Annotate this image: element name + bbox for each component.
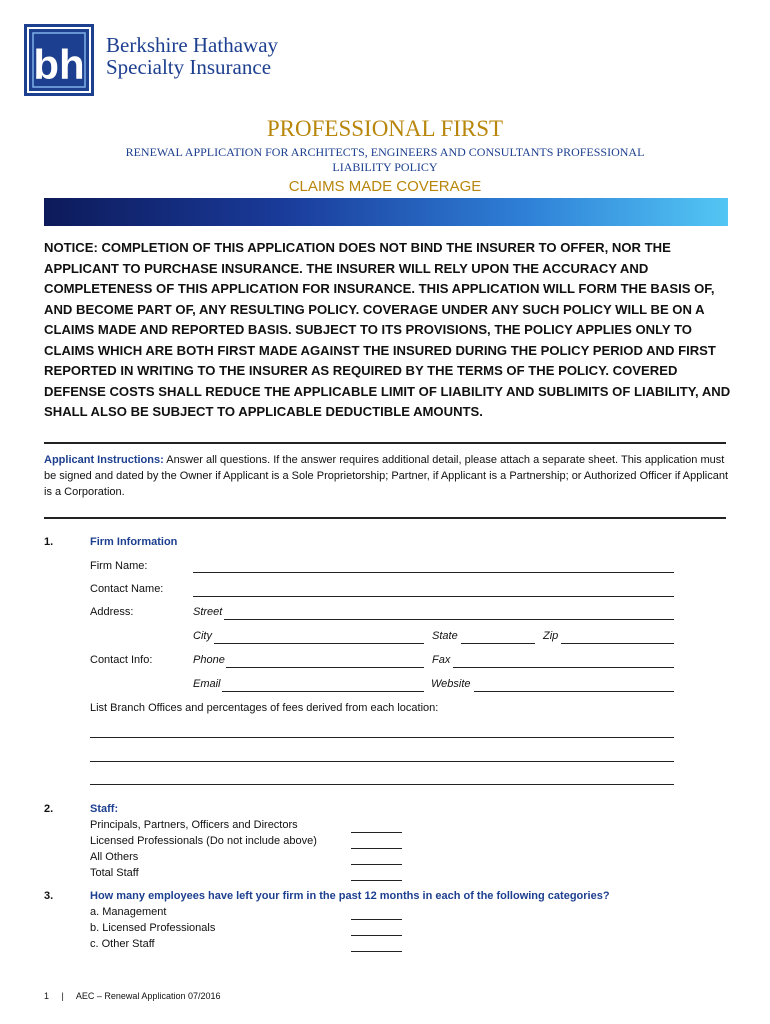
company-name-line2: Specialty Insurance	[106, 55, 272, 79]
fax-field[interactable]	[453, 667, 674, 668]
section-3-number: 3.	[44, 890, 54, 902]
state-field[interactable]	[461, 643, 535, 644]
document-subtitle: RENEWAL APPLICATION FOR ARCHITECTS, ENGINEERS AND CONSULTANTS PROFESSIONAL LIABILITY POLICY	[125, 145, 645, 174]
address-label: Address:	[90, 606, 134, 618]
notice-text: NOTICE: COMPLETION OF THIS APPLICATION DOES NOT BIND THE INSURER TO OFFER, NOR THE APPLICANT TO PURCHASE INSURANCE. THE INSURER WILL RELY UPON THE ACCURACY AND COMPLETENESS OF THIS APPLICATION FOR INSURANCE. THIS APPLICATION WILL FORM THE BASIS OF, AND BECOME PART OF, ANY RESULTING POLICY. COVERAGE UNDER ANY SUCH POLICY WILL BE ON A CLAIMS MADE AND REPORTED BASIS. SUBJECT TO ITS PROVISIONS, THE POLICY APPLIES ONLY TO CLAIMS WHICH ARE BOTH FIRST MADE AGAINST THE INSURED DURING THE POLICY PERIOD AND FIRST REPORTED IN WRITING TO THE INSURER AS REQUIRED BY THE TERMS OF THE POLICY. COVERED DEFENSE COSTS SHALL REDUCE THE APPLICABLE LIMIT OF LIABILITY AND SUBLIMITS OF LIABILITY, AND SHALL ALSO BE SUBJECT TO APPLICABLE DEDUCTIBLE AMOUNTS.	[44, 240, 731, 419]
divider-top	[44, 442, 726, 444]
street-label: Street	[193, 606, 223, 618]
footer-document-id: AEC – Renewal Application 07/2016	[75, 991, 221, 1001]
section-1-number: 1.	[44, 536, 54, 548]
phone-field[interactable]	[226, 667, 424, 668]
branch-offices-line-2[interactable]	[90, 761, 674, 762]
left-licensed-field[interactable]	[351, 935, 402, 936]
company-name	[106, 34, 278, 78]
company-name-line1: Berkshire Hathaway	[106, 33, 279, 57]
staff-licensed-label: Licensed Professionals (Do not include above)	[90, 835, 317, 847]
left-other-label: c. Other Staff	[90, 938, 155, 950]
instructions-text: Answer all questions. If the answer requires additional detail, please attach a separate sheet. This application must be signed and dated by the Owner if Applicant is a Sole Proprietorship; Partner, if Applicant is a Partnership; or Authorized Officer if Applicant is a Corporation.	[44, 454, 729, 498]
left-management-field[interactable]	[351, 919, 402, 920]
document-title: PROFESSIONAL FIRST	[266, 116, 504, 141]
page-number: 1	[44, 991, 50, 1001]
staff-licensed-field[interactable]	[351, 848, 402, 849]
contact-name-field[interactable]	[193, 596, 674, 597]
divider-bottom	[44, 517, 726, 519]
bh-logo-icon	[24, 24, 94, 96]
website-label: Website	[431, 678, 471, 690]
coverage-heading: CLAIMS MADE COVERAGE	[288, 178, 482, 195]
footer-separator: |	[61, 991, 64, 1001]
left-other-field[interactable]	[351, 951, 402, 952]
staff-others-label: All Others	[90, 851, 139, 863]
fax-label: Fax	[432, 654, 451, 666]
branch-offices-label: List Branch Offices and percentages of fees derived from each location:	[90, 702, 439, 714]
section-2-number: 2.	[44, 803, 54, 815]
staff-principals-field[interactable]	[351, 832, 402, 833]
instructions-label: Applicant Instructions:	[44, 454, 164, 466]
footer	[44, 991, 221, 1001]
branch-offices-line-3[interactable]	[90, 784, 674, 785]
city-field[interactable]	[214, 643, 424, 644]
street-field[interactable]	[224, 619, 674, 620]
zip-field[interactable]	[561, 643, 674, 644]
branch-offices-line-1[interactable]	[90, 737, 674, 738]
city-label: City	[193, 630, 212, 642]
left-licensed-label: b. Licensed Professionals	[90, 922, 216, 934]
email-field[interactable]	[222, 691, 424, 692]
website-field[interactable]	[474, 691, 674, 692]
staff-principals-label: Principals, Partners, Officers and Directors	[90, 819, 298, 831]
state-label: State	[432, 630, 458, 642]
phone-label: Phone	[193, 654, 225, 666]
firm-name-label: Firm Name:	[90, 560, 148, 572]
header-color-band	[44, 198, 728, 226]
staff-total-field[interactable]	[351, 880, 402, 881]
zip-label: Zip	[543, 630, 559, 642]
contact-info-label: Contact Info:	[90, 654, 153, 666]
staff-others-field[interactable]	[351, 864, 402, 865]
section-3-title: How many employees have left your firm in the past 12 months in each of the following categories?	[90, 890, 610, 902]
staff-total-label: Total Staff	[90, 867, 139, 879]
left-management-label: a. Management	[90, 906, 167, 918]
section-1-title: Firm Information	[90, 536, 178, 548]
contact-name-label: Contact Name:	[90, 583, 164, 595]
email-label: Email	[193, 678, 221, 690]
firm-name-field[interactable]	[193, 572, 674, 573]
logo-mark-text: bh	[33, 41, 85, 88]
applicant-instructions	[44, 452, 734, 500]
section-2-title: Staff:	[90, 803, 119, 815]
